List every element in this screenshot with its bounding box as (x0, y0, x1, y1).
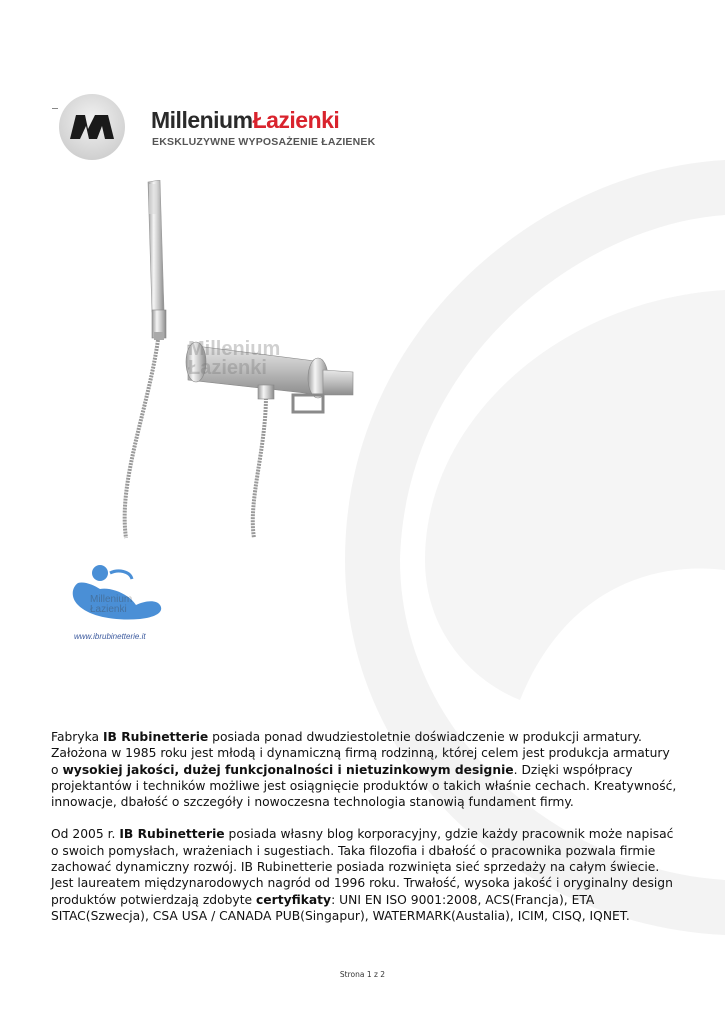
product-watermark (188, 340, 280, 378)
page-number: Strona 1 z 2 (339, 970, 386, 979)
paragraph-blog-certificates (51, 826, 681, 924)
ib-website-url: www.ibrubinetterie.it (74, 632, 146, 641)
paragraph-history (51, 729, 681, 810)
p1-text-1: Fabryka (51, 730, 103, 744)
product-watermark-line2: Łazienki (188, 357, 267, 379)
p1-text-2: posiada ponad dwudziestoletnie doświadczenie w produkcji armatury. Założona w 1985 roku jest młodą i dynamiczną firmą rodzinną, której celem jest produkcja armatury o (51, 730, 670, 777)
p2-text-2: posiada własny blog korporacyjny, gdzie każdy pracownik może napisać o swoich pomysłach, wrażeniach i sugestiach. Taka filozofia i dbałość o pracownika pozwala firmie zachować dynamiczny rozwój. IB Rubinetterie posiada rozwinięta sieć sprzedaży na całym świecie. Jest laureatem międzynarodowych nagród od 1996 roku. Trwałość, wysoka jakość i oryginalny design produktów potwierdzają zdobyte (51, 827, 674, 907)
brand-name (151, 107, 339, 134)
p1-text-3: . Dzięki współpracy projektantów i techników możliwe jest osiągnięcie produktów o takich właśnie cechach. Kreatywność, innowacje, dbałość o szczegóły i nowoczesna technologia stanowią fundament firmy. (51, 762, 677, 810)
product-watermark-line1: Millenium (188, 338, 281, 360)
p2-text-3: : UNI EN ISO 9001:2008, ACS(Francja), ETA SITAC(Szwecja), CSA USA / CANADA PUB(Singapur), WATERMARK(Austalia), ICIM, CISQ, IQNET. (51, 892, 630, 923)
mt-logo-icon (58, 93, 126, 165)
p1-bold-brand: IB Rubinetterie (102, 730, 209, 744)
ib-logo-watermark (90, 595, 132, 615)
p2-bold-brand: IB Rubinetterie (119, 827, 225, 842)
p2-text-1: Od 2005 r. (51, 827, 120, 842)
ib-watermark-line2: Łazienki (90, 604, 127, 615)
brand-tagline: EKSKLUZYWNE WYPOSAŻENIE ŁAZIENEK (152, 136, 376, 148)
p1-bold-quality: wysokiej jakości, dużej funkcjonalności i nietuzinkowym designie (62, 762, 514, 777)
p2-bold-certificates: certyfikaty (256, 892, 332, 907)
ib-watermark-line1: Millenium (90, 594, 133, 605)
brand-name-part2: Łazienki (252, 107, 340, 133)
brand-name-part1: Millenium (151, 107, 253, 133)
company-description (51, 729, 681, 940)
